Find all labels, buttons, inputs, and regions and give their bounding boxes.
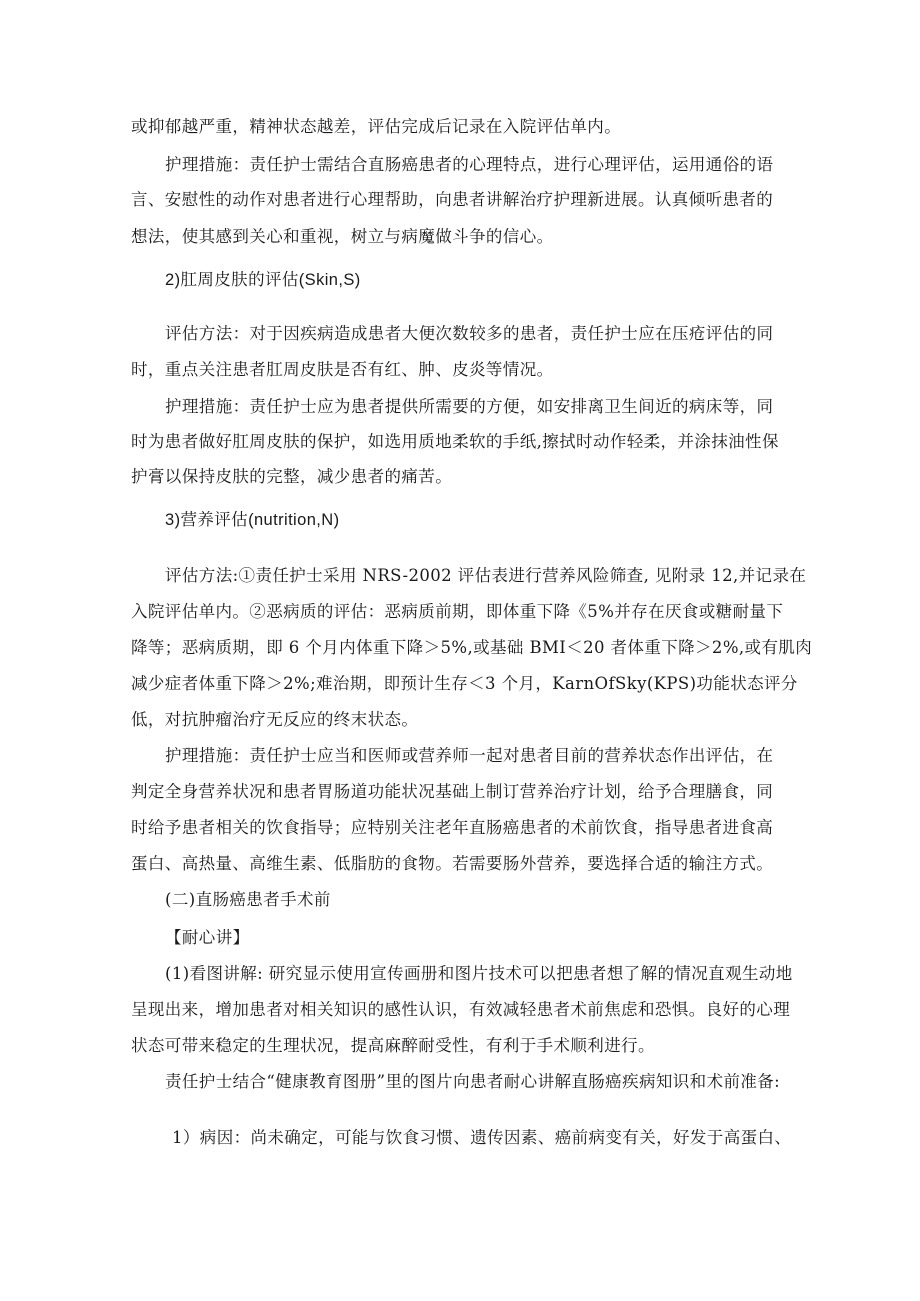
text-line: 或抑郁越严重，精神状态越差，评估完成后记录在入院评估单内。 [131,117,622,136]
text-line: 状态可带来稳定的生理状况，提高麻醉耐受性，有利于手术顺利进行。 [131,1036,655,1055]
text-line: (1)看图讲解: 研究显示使用宣传画册和图片技术可以把患者想了解的情况直观生动地 [165,964,793,983]
text-line: 想法，使其感到关心和重视，树立与病魔做斗争的信心。 [131,227,554,246]
text-line: 蛋白、高热量、高维生素、低脂肪的食物。若需要肠外营养，要选择合适的输注方式。 [131,854,774,873]
text-line: 1）病因：尚未确定，可能与饮食习惯、遗传因素、癌前病变有关，好发于高蛋白、 [172,1128,792,1147]
section-heading: (二)直肠癌患者手术前 [165,890,331,909]
text-line: 护理措施：责任护士应为患者提供所需要的方便，如安排离卫生间近的病床等，同 [165,397,774,416]
section-heading: 【耐心讲】 [165,928,250,947]
section-heading: 3)营养评估(nutrition,N) [165,511,340,529]
text-line: 降等；恶病质期，即 6 个月内体重下降＞5%,或基础 BMI＜20 者体重下降＞2%,或有肌肉 [131,638,813,657]
section-heading: 2)肛周皮肤的评估(Skin,S) [165,271,361,289]
text-line: 判定全身营养状况和患者胃肠道功能状况基础上制订营养治疗计划，给予合理膳食，同 [131,782,774,801]
text-line: 低，对抗肿瘤治疗无反应的终末状态。 [131,710,419,729]
text-line: 护理措施：责任护士应当和医师或营养师一起对患者目前的营养状态作出评估，在 [165,746,774,765]
text-line: 护膏以保持皮肤的完整，减少患者的痛苦。 [131,467,453,486]
text-line: 入院评估单内。②恶病质的评估：恶病质前期，即体重下降《5%并存在厌食或糖耐量下 [131,602,784,621]
text-line: 评估方法:①责任护士采用 NRS-2002 评估表进行营养风险筛查, 见附录 12,并记录在 [165,566,807,585]
text-line: 时，重点关注患者肛周皮肤是否有红、肿、皮炎等情况。 [131,360,554,379]
text-line: 时为患者做好肛周皮肤的保护，如选用质地柔软的手纸,擦拭时动作轻柔，并涂抹油性保 [131,432,779,451]
text-line: 呈现出来，增加患者对相关知识的感性认识，有效减轻患者术前焦虑和恐惧。良好的心理 [131,1000,791,1019]
text-line: 责任护士结合“健康教育图册”里的图片向患者耐心讲解直肠癌疾病知识和术前准备: [165,1072,781,1091]
text-line: 言、安慰性的动作对患者进行心理帮助，向患者讲解治疗护理新进展。认真倾听患者的 [131,190,774,209]
text-line: 时给予患者相关的饮食指导；应特别关注老年直肠癌患者的术前饮食，指导患者进食高 [131,818,774,837]
text-line: 护理措施：责任护士需结合直肠癌患者的心理特点，进行心理评估，运用通俗的语 [165,155,774,174]
text-line: 减少症者体重下降＞2%;难治期，即预计生存＜3 个月，KarnOfSky(KPS)功能状态评分 [131,674,798,693]
text-line: 评估方法：对于因疾病造成患者大便次数较多的患者，责任护士应在压疮评估的同 [165,324,774,343]
